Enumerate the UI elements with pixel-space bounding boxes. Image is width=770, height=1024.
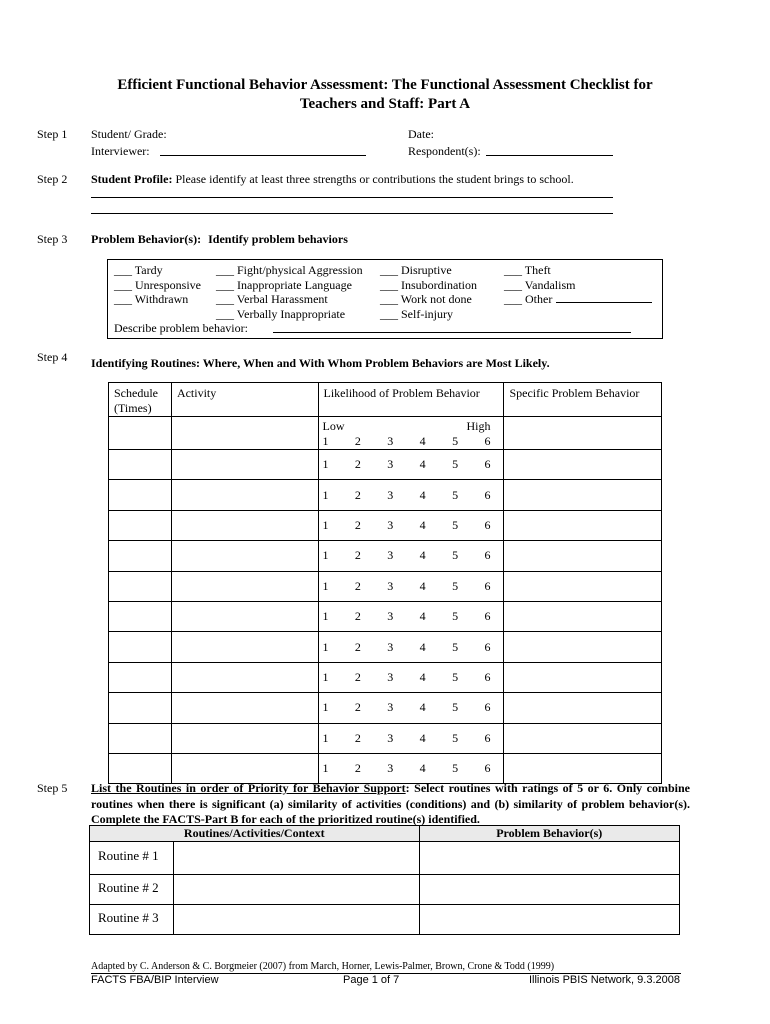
col-problem-header: Problem Behavior(s) <box>419 826 679 842</box>
behavior-verbally-inappropriate[interactable]: ___ Verbally Inappropriate <box>216 306 346 321</box>
rating-5[interactable]: 5 <box>452 434 459 448</box>
routine-cell[interactable] <box>90 875 420 905</box>
likelihood-cell[interactable] <box>318 753 504 783</box>
student-grade-label: Student/ Grade: <box>91 127 167 141</box>
rating-6[interactable]: 6 <box>484 434 491 448</box>
likelihood-cell[interactable] <box>318 723 504 753</box>
routine-cell[interactable] <box>90 905 420 935</box>
likelihood-cell[interactable] <box>318 480 504 510</box>
rating-2[interactable]: 2 <box>354 457 361 472</box>
table-row <box>109 662 662 692</box>
activity-cell[interactable] <box>171 601 318 631</box>
behavior-other[interactable]: ___ Other <box>504 292 553 306</box>
rating-2[interactable]: 2 <box>354 669 361 684</box>
student-profile-text: Please identify at least three strengths or contributions the student brings to school. <box>175 172 574 186</box>
rating-6[interactable]: 6 <box>484 730 491 745</box>
priority-text-1: : Select routines with ratings of 5 or 6. Only combine <box>405 781 690 795</box>
behavior-work-not-done[interactable]: ___ Work not done <box>380 292 472 306</box>
behavior-theft[interactable]: ___ Theft <box>504 263 551 277</box>
step2-label: Step 2 <box>37 172 68 186</box>
problem-behavior-heading: Problem Behavior(s): <box>91 232 202 246</box>
rating-4[interactable]: 4 <box>419 548 426 563</box>
rating-6[interactable]: 6 <box>484 517 491 532</box>
likelihood-scale <box>319 761 491 776</box>
activity-cell[interactable] <box>171 480 318 510</box>
interviewer-label: Interviewer: <box>91 144 150 158</box>
behavior-unresponsive[interactable]: ___ Unresponsive <box>114 277 201 292</box>
rating-5[interactable]: 5 <box>452 730 459 745</box>
likelihood-scale <box>319 700 491 715</box>
rating-5[interactable]: 5 <box>452 669 459 684</box>
priority-routines-table <box>89 825 680 935</box>
likelihood-scale <box>319 731 491 746</box>
specific-behavior-cell[interactable] <box>504 541 662 571</box>
rating-3[interactable]: 3 <box>387 730 394 745</box>
rating-4[interactable]: 4 <box>419 517 426 532</box>
table-row <box>109 450 662 480</box>
rating-3[interactable]: 3 <box>387 548 394 563</box>
routine-row <box>90 842 680 875</box>
behavior-col-1 <box>114 263 201 307</box>
rating-1[interactable]: 1 <box>322 700 329 715</box>
table-row <box>109 510 662 540</box>
rating-2[interactable]: 2 <box>354 578 361 593</box>
likelihood-scale <box>319 488 491 503</box>
likelihood-scale <box>319 434 491 449</box>
rating-5[interactable]: 5 <box>452 487 459 502</box>
rating-3[interactable]: 3 <box>387 434 394 448</box>
likelihood-cell[interactable] <box>318 571 504 601</box>
table-row <box>109 723 662 753</box>
rating-4[interactable]: 4 <box>419 639 426 654</box>
behavior-inappropriate-language[interactable]: ___ Inappropriate Language <box>216 277 352 292</box>
behavior-withdrawn[interactable]: ___ Withdrawn <box>114 292 189 306</box>
col-likelihood-header: Likelihood of Problem Behavior <box>318 383 504 417</box>
student-profile-heading: Student Profile: <box>91 172 173 186</box>
rating-2[interactable]: 2 <box>354 730 361 745</box>
specific-behavior-cell[interactable] <box>504 417 662 450</box>
likelihood-cell[interactable] <box>318 450 504 480</box>
routine-row <box>90 875 680 905</box>
likelihood-cell[interactable] <box>318 417 504 450</box>
behavior-disruptive[interactable]: ___ Disruptive <box>380 263 452 277</box>
schedule-cell[interactable] <box>109 450 172 480</box>
col-schedule-subtitle: (Times) <box>114 401 152 415</box>
step1-label: Step 1 <box>37 127 68 141</box>
likelihood-scale <box>319 518 491 533</box>
rating-2[interactable]: 2 <box>354 700 361 715</box>
priority-text-3: behavior(s). Complete the FACTS-Part B for each of the prioritized routine(s) identified. <box>91 796 690 826</box>
likelihood-scale <box>319 548 491 563</box>
behavior-vandalism[interactable]: ___ Vandalism <box>504 277 576 292</box>
schedule-cell[interactable] <box>109 662 172 692</box>
behavior-col-4 <box>504 263 575 307</box>
rating-5[interactable]: 5 <box>452 548 459 563</box>
rating-6[interactable]: 6 <box>484 669 491 684</box>
rating-3[interactable]: 3 <box>387 487 394 502</box>
behavior-col-2 <box>216 263 363 321</box>
specific-behavior-cell[interactable] <box>504 450 662 480</box>
specific-behavior-cell[interactable] <box>504 662 662 692</box>
rating-2[interactable]: 2 <box>354 639 361 654</box>
rating-6[interactable]: 6 <box>484 761 491 776</box>
likelihood-scale <box>319 609 491 624</box>
table-row <box>109 541 662 571</box>
likelihood-scale <box>319 457 491 472</box>
rating-5[interactable]: 5 <box>452 457 459 472</box>
problem-behavior-subheading: Identify problem behaviors <box>208 232 348 246</box>
routine-2-problem-cell[interactable] <box>419 875 679 905</box>
rating-1[interactable]: 1 <box>322 669 329 684</box>
rating-4[interactable]: 4 <box>419 669 426 684</box>
behavior-fight[interactable]: ___ Fight/physical Aggression <box>216 263 363 277</box>
describe-behavior-label: Describe problem behavior: <box>114 321 248 335</box>
rating-6[interactable]: 6 <box>484 609 491 624</box>
table-row <box>109 753 662 783</box>
table-row <box>109 571 662 601</box>
col-schedule-title: Schedule <box>114 386 158 400</box>
rating-2[interactable]: 2 <box>354 434 361 448</box>
behavior-self-injury[interactable]: ___ Self-injury <box>380 306 453 321</box>
respondents-field[interactable] <box>486 155 613 156</box>
rating-4[interactable]: 4 <box>419 700 426 715</box>
col-routines-header: Routines/Activities/Context <box>90 826 420 842</box>
behavior-insubordination[interactable]: ___ Insubordination <box>380 277 477 292</box>
specific-behavior-cell[interactable] <box>504 571 662 601</box>
likelihood-scale <box>319 579 491 594</box>
rating-2[interactable]: 2 <box>354 761 361 776</box>
rating-4[interactable]: 4 <box>419 578 426 593</box>
rating-2[interactable]: 2 <box>354 609 361 624</box>
rating-3[interactable]: 3 <box>387 639 394 654</box>
rating-1[interactable]: 1 <box>322 487 329 502</box>
routines-heading: Identifying Routines: Where, When and With Whom Problem Behaviors are Most Likely. <box>91 356 550 370</box>
rating-5[interactable]: 5 <box>452 761 459 776</box>
priority-instructions <box>91 781 690 828</box>
schedule-cell[interactable] <box>109 693 172 723</box>
activity-cell[interactable] <box>171 450 318 480</box>
schedule-cell[interactable] <box>109 632 172 662</box>
table-row <box>109 417 662 450</box>
specific-behavior-cell[interactable] <box>504 693 662 723</box>
activity-cell[interactable] <box>171 723 318 753</box>
rating-6[interactable]: 6 <box>484 639 491 654</box>
rating-5[interactable]: 5 <box>452 639 459 654</box>
routines-table <box>108 382 662 784</box>
behavior-col-3 <box>380 263 477 321</box>
behavior-verbal-harassment[interactable]: ___ Verbal Harassment <box>216 292 328 306</box>
activity-cell[interactable] <box>171 662 318 692</box>
specific-behavior-cell[interactable] <box>504 723 662 753</box>
schedule-cell[interactable] <box>109 571 172 601</box>
routine-3-label: Routine # 3 <box>90 905 174 934</box>
step5-label: Step 5 <box>37 781 68 795</box>
footer-right: Illinois PBIS Network, 9.3.2008 <box>528 974 680 986</box>
routine-cell[interactable] <box>90 842 420 875</box>
likelihood-cell[interactable] <box>318 693 504 723</box>
table-row <box>109 480 662 510</box>
rating-1[interactable]: 1 <box>322 609 329 624</box>
schedule-cell[interactable] <box>109 510 172 540</box>
rating-3[interactable]: 3 <box>387 761 394 776</box>
rating-4[interactable]: 4 <box>419 487 426 502</box>
rating-3[interactable]: 3 <box>387 517 394 532</box>
rating-6[interactable]: 6 <box>484 578 491 593</box>
activity-cell[interactable] <box>171 753 318 783</box>
rating-1[interactable]: 1 <box>322 578 329 593</box>
activity-cell[interactable] <box>171 541 318 571</box>
rating-1[interactable]: 1 <box>322 434 329 448</box>
rating-3[interactable]: 3 <box>387 700 394 715</box>
low-label: Low <box>322 419 345 433</box>
likelihood-cell[interactable] <box>318 601 504 631</box>
specific-behavior-cell[interactable] <box>504 601 662 631</box>
schedule-cell[interactable] <box>109 417 172 450</box>
likelihood-scale <box>319 670 491 685</box>
schedule-cell[interactable] <box>109 753 172 783</box>
rating-5[interactable]: 5 <box>452 700 459 715</box>
rating-3[interactable]: 3 <box>387 457 394 472</box>
rating-5[interactable]: 5 <box>452 609 459 624</box>
col-activity-header: Activity <box>171 383 318 417</box>
footer-left: FACTS FBA/BIP Interview <box>91 974 219 986</box>
low-high-labels <box>319 419 491 434</box>
rating-5[interactable]: 5 <box>452 578 459 593</box>
rating-4[interactable]: 4 <box>419 609 426 624</box>
problem-behavior-box <box>107 259 663 339</box>
other-behavior-field[interactable] <box>556 302 652 303</box>
schedule-cell[interactable] <box>109 601 172 631</box>
respondents-label: Respondent(s): <box>408 144 481 158</box>
likelihood-cell[interactable] <box>318 662 504 692</box>
priority-text-2: routines when there is significant (a) similarity of activities (conditions) and (b) similarity of problem <box>91 796 625 811</box>
rating-5[interactable]: 5 <box>452 517 459 532</box>
step3-label: Step 3 <box>37 232 68 246</box>
activity-cell[interactable] <box>171 693 318 723</box>
activity-cell[interactable] <box>171 571 318 601</box>
problem-behavior-prompt <box>91 232 348 247</box>
specific-behavior-cell[interactable] <box>504 753 662 783</box>
specific-behavior-cell[interactable] <box>504 632 662 662</box>
likelihood-scale <box>319 640 491 655</box>
activity-cell[interactable] <box>171 417 318 450</box>
date-label: Date: <box>408 127 434 141</box>
routine-3-problem-cell[interactable] <box>419 905 679 935</box>
table-row <box>109 601 662 631</box>
behavior-tardy[interactable]: ___ Tardy <box>114 263 163 277</box>
specific-behavior-cell[interactable] <box>504 510 662 540</box>
rating-1[interactable]: 1 <box>322 639 329 654</box>
rating-1[interactable]: 1 <box>322 730 329 745</box>
likelihood-cell[interactable] <box>318 510 504 540</box>
rating-1[interactable]: 1 <box>322 761 329 776</box>
rating-3[interactable]: 3 <box>387 669 394 684</box>
specific-behavior-cell[interactable] <box>504 480 662 510</box>
col-specific-header: Specific Problem Behavior <box>504 383 662 417</box>
step4-label: Step 4 <box>37 350 68 364</box>
rating-2[interactable]: 2 <box>354 517 361 532</box>
routine-1-label: Routine # 1 <box>90 842 174 874</box>
schedule-cell[interactable] <box>109 480 172 510</box>
rating-4[interactable]: 4 <box>419 457 426 472</box>
rating-6[interactable]: 6 <box>484 700 491 715</box>
rating-3[interactable]: 3 <box>387 609 394 624</box>
profile-line-2[interactable] <box>91 213 613 214</box>
rating-4[interactable]: 4 <box>419 730 426 745</box>
footer-page-number: Page 1 of 7 <box>343 974 400 986</box>
table-row <box>109 632 662 662</box>
footer-credit: Adapted by C. Anderson & C. Borgmeier (2007) from March, Horner, Lewis-Palmer, Brown, Crone & Todd (1999) <box>91 961 555 972</box>
rating-6[interactable]: 6 <box>484 457 491 472</box>
rating-1[interactable]: 1 <box>322 517 329 532</box>
rating-6[interactable]: 6 <box>484 548 491 563</box>
rating-4[interactable]: 4 <box>419 761 426 776</box>
interviewer-field[interactable] <box>160 155 366 156</box>
page-title: Efficient Functional Behavior Assessment: The Functional Assessment Checklist for <box>117 77 653 93</box>
routines-table-header <box>109 383 662 417</box>
activity-cell[interactable] <box>171 510 318 540</box>
rating-3[interactable]: 3 <box>387 578 394 593</box>
priority-lead: List the Routines in order of Priority for Behavior Support <box>91 781 406 795</box>
table-row <box>109 693 662 723</box>
high-label: High <box>466 419 491 433</box>
profile-line-1[interactable] <box>91 197 613 198</box>
activity-cell[interactable] <box>171 632 318 662</box>
priority-table-header <box>90 826 680 842</box>
routine-1-problem-cell[interactable] <box>419 842 679 875</box>
routine-2-label: Routine # 2 <box>90 875 174 904</box>
rating-2[interactable]: 2 <box>354 487 361 502</box>
rating-1[interactable]: 1 <box>322 457 329 472</box>
student-profile-prompt <box>91 172 574 187</box>
rating-6[interactable]: 6 <box>484 487 491 502</box>
col-schedule-header <box>109 383 172 417</box>
page-title-line2: Teachers and Staff: Part A <box>299 96 471 112</box>
routine-row <box>90 905 680 935</box>
rating-2[interactable]: 2 <box>354 548 361 563</box>
schedule-cell[interactable] <box>109 723 172 753</box>
describe-behavior-field[interactable] <box>273 332 631 333</box>
likelihood-cell[interactable] <box>318 632 504 662</box>
likelihood-cell[interactable] <box>318 541 504 571</box>
schedule-cell[interactable] <box>109 541 172 571</box>
rating-4[interactable]: 4 <box>419 434 426 448</box>
rating-1[interactable]: 1 <box>322 548 329 563</box>
